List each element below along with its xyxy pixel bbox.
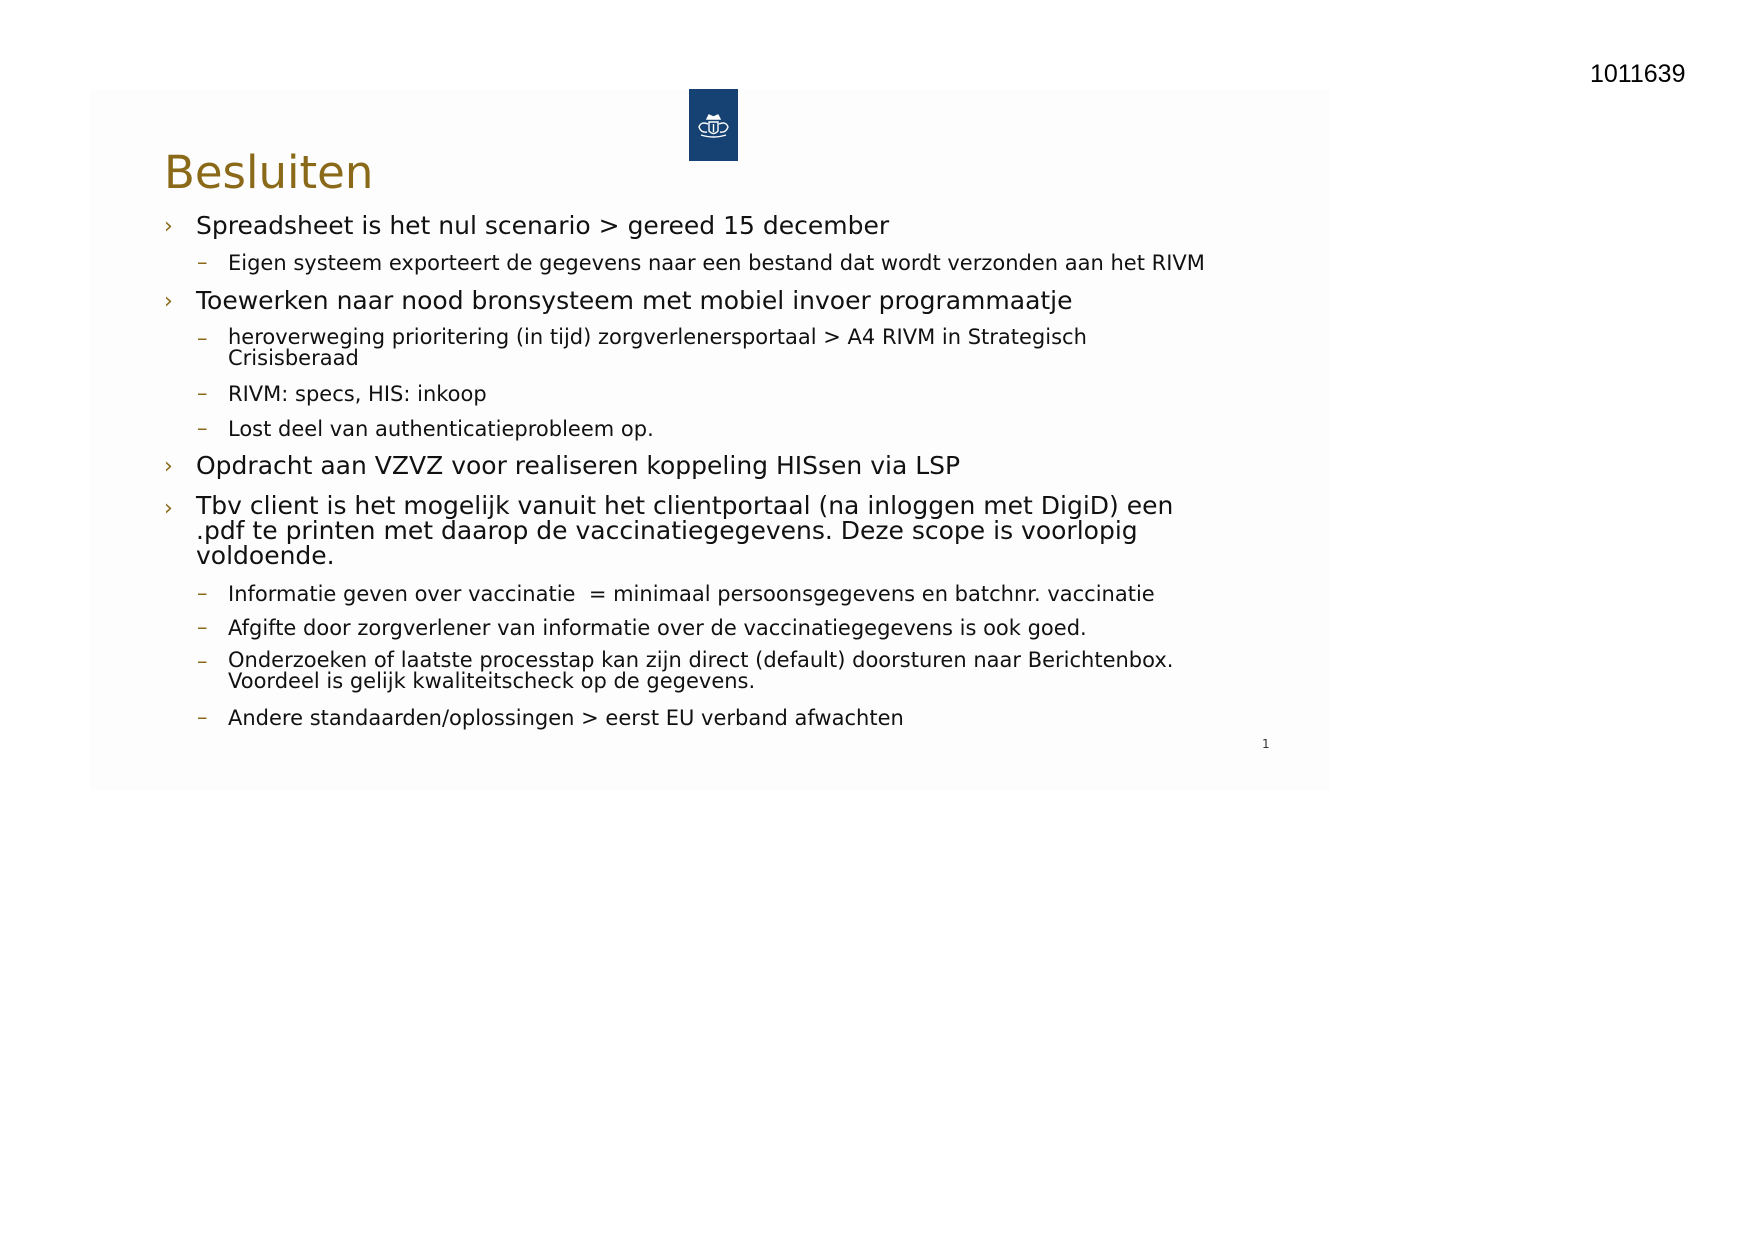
bullet-4-line-2: .pdf te printen met daarop de vaccinatiegegevens. Deze scope is voorlopig xyxy=(196,516,1138,545)
bullet-4-sub-3-line-2: Voordeel is gelijk kwaliteitscheck op de gegevens. xyxy=(228,669,756,693)
dash-marker-icon: – xyxy=(197,381,208,405)
document-id: 1011639 xyxy=(1590,60,1686,88)
bullet-4-line-1: Tbv client is het mogelijk vanuit het clientportaal (na inloggen met DigiD) een xyxy=(196,491,1174,520)
bullet-2-sub-2: RIVM: specs, HIS: inkoop xyxy=(228,382,487,406)
dash-marker-icon: – xyxy=(197,416,208,440)
dash-marker-icon: – xyxy=(197,581,208,605)
bullet-2-sub-1-line-2: Crisisberaad xyxy=(228,346,359,370)
bullet-2: Toewerken naar nood bronsysteem met mobiel invoer programmaatje xyxy=(196,286,1073,315)
bullet-marker-icon: › xyxy=(164,454,173,479)
bullet-2-sub-1-line-1: heroverweging prioritering (in tijd) zorgverlenersportaal > A4 RIVM in Strategisch xyxy=(228,325,1087,349)
bullet-4-sub-1: Informatie geven over vaccinatie = minimaal persoonsgegevens en batchnr. vaccinatie xyxy=(228,582,1155,606)
rijksoverheid-logo xyxy=(689,89,738,161)
bullet-1: Spreadsheet is het nul scenario > gereed 15 december xyxy=(196,211,890,240)
bullet-marker-icon: › xyxy=(164,214,173,239)
dash-marker-icon: – xyxy=(197,615,208,639)
bullet-1-sub-1: Eigen systeem exporteert de gegevens naar een bestand dat wordt verzonden aan het RIVM xyxy=(228,251,1205,275)
dash-marker-icon: – xyxy=(197,705,208,729)
bullet-2-sub-3: Lost deel van authenticatieprobleem op. xyxy=(228,417,654,441)
dash-marker-icon: – xyxy=(197,326,208,350)
bullet-4-line-3: voldoende. xyxy=(196,541,335,570)
slide-page-number: 1 xyxy=(1262,737,1270,751)
dash-marker-icon: – xyxy=(197,649,208,673)
slide-title: Besluiten xyxy=(164,146,374,199)
coat-of-arms-icon xyxy=(689,89,738,161)
bullet-4-sub-2: Afgifte door zorgverlener van informatie over de vaccinatiegegevens is ook goed. xyxy=(228,616,1087,640)
bullet-marker-icon: › xyxy=(164,289,173,314)
bullet-4-sub-3-line-1: Onderzoeken of laatste processtap kan zijn direct (default) doorsturen naar Berichtenbox. xyxy=(228,648,1174,672)
bullet-4-sub-4: Andere standaarden/oplossingen > eerst EU verband afwachten xyxy=(228,706,904,730)
bullet-3: Opdracht aan VZVZ voor realiseren koppeling HISsen via LSP xyxy=(196,451,961,480)
bullet-marker-icon: › xyxy=(164,496,173,521)
dash-marker-icon: – xyxy=(197,250,208,274)
